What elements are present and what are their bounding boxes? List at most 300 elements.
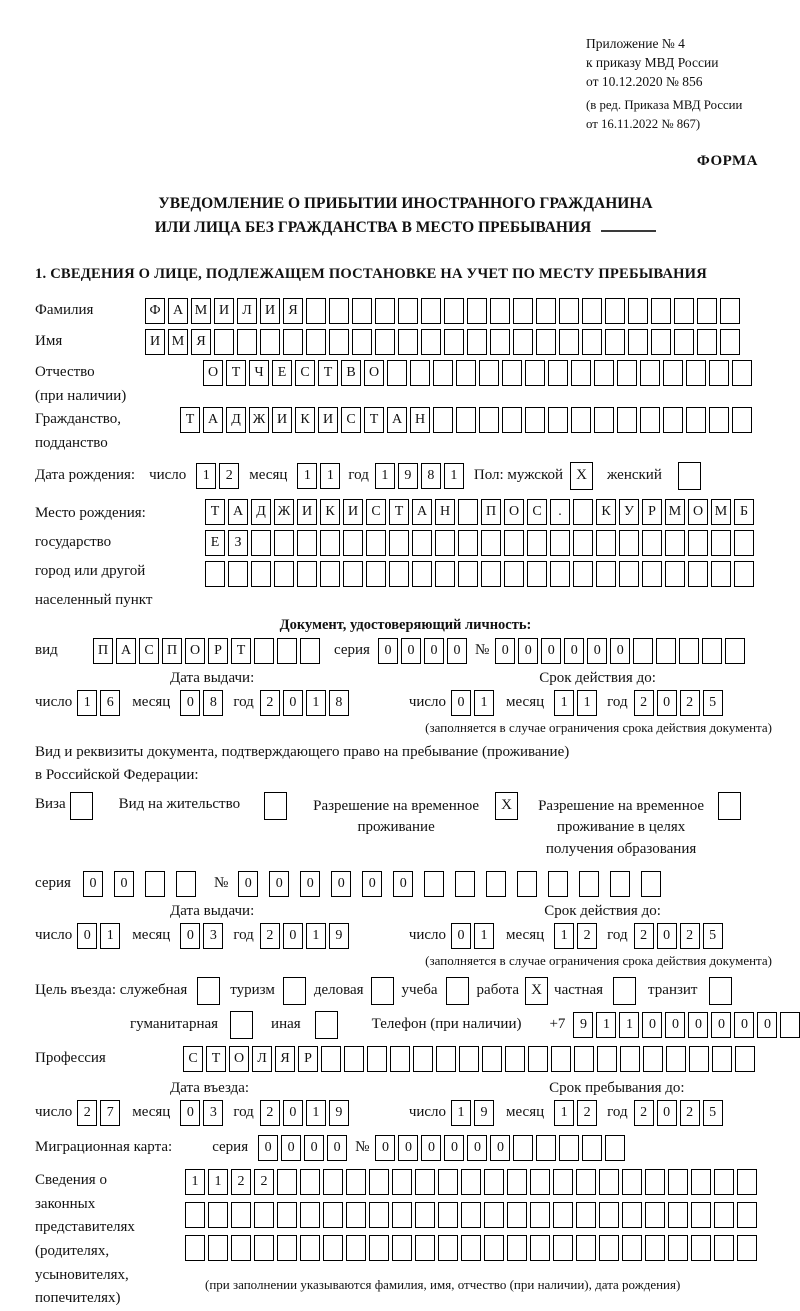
char-cell[interactable] — [709, 360, 729, 386]
char-cell[interactable] — [237, 329, 257, 355]
representatives-grid-row2[interactable] — [185, 1202, 757, 1228]
char-cell[interactable]: А — [387, 407, 407, 433]
char-cell[interactable] — [479, 360, 499, 386]
char-cell[interactable] — [504, 561, 524, 587]
char-cell[interactable]: 0 — [283, 690, 303, 716]
char-cell[interactable] — [622, 1169, 642, 1195]
char-cell[interactable] — [346, 1169, 366, 1195]
char-cell[interactable] — [668, 1235, 688, 1261]
char-cell[interactable] — [484, 1169, 504, 1195]
char-cell[interactable]: Н — [410, 407, 430, 433]
char-cell[interactable]: Л — [237, 298, 257, 324]
representatives-grid-row1[interactable] — [185, 1169, 757, 1195]
char-cell[interactable] — [617, 407, 637, 433]
char-cell[interactable]: 1 — [306, 690, 326, 716]
char-cell[interactable] — [737, 1202, 757, 1228]
char-cell[interactable]: 2 — [260, 923, 280, 949]
char-cell[interactable]: 2 — [219, 463, 239, 489]
char-cell[interactable] — [185, 1202, 205, 1228]
char-cell[interactable]: П — [162, 638, 182, 664]
profession-grid[interactable] — [183, 1046, 755, 1072]
char-cell[interactable] — [300, 1235, 320, 1261]
surname-grid[interactable] — [145, 298, 740, 324]
char-cell[interactable] — [780, 1012, 800, 1038]
char-cell[interactable]: М — [665, 499, 685, 525]
char-cell[interactable]: 0 — [688, 1012, 708, 1038]
char-cell[interactable] — [389, 530, 409, 556]
char-cell[interactable]: Л — [252, 1046, 272, 1072]
char-cell[interactable] — [513, 1135, 533, 1161]
char-cell[interactable]: И — [343, 499, 363, 525]
char-cell[interactable] — [605, 298, 625, 324]
char-cell[interactable]: О — [185, 638, 205, 664]
char-cell[interactable]: 1 — [554, 1100, 574, 1126]
char-cell[interactable]: 0 — [114, 871, 134, 897]
char-cell[interactable]: 9 — [573, 1012, 593, 1038]
char-cell[interactable] — [343, 530, 363, 556]
char-cell[interactable] — [433, 407, 453, 433]
char-cell[interactable] — [574, 1046, 594, 1072]
char-cell[interactable] — [688, 561, 708, 587]
char-cell[interactable]: . — [550, 499, 570, 525]
char-cell[interactable] — [461, 1169, 481, 1195]
char-cell[interactable]: 0 — [495, 638, 515, 664]
char-cell[interactable]: Т — [364, 407, 384, 433]
char-cell[interactable]: 0 — [283, 923, 303, 949]
char-cell[interactable]: 1 — [208, 1169, 228, 1195]
char-cell[interactable] — [479, 407, 499, 433]
char-cell[interactable] — [714, 1202, 734, 1228]
char-cell[interactable]: 1 — [185, 1169, 205, 1195]
char-cell[interactable] — [702, 638, 722, 664]
char-cell[interactable]: 5 — [703, 690, 723, 716]
char-cell[interactable] — [628, 298, 648, 324]
char-cell[interactable] — [481, 561, 501, 587]
char-cell[interactable]: С — [366, 499, 386, 525]
char-cell[interactable] — [594, 407, 614, 433]
doc-expiry-year-grid[interactable] — [634, 690, 723, 716]
gender-male-checkbox[interactable]: X — [570, 462, 593, 490]
char-cell[interactable]: И — [272, 407, 292, 433]
birth-place-grid-row2[interactable] — [205, 530, 754, 556]
char-cell[interactable]: 1 — [306, 923, 326, 949]
char-cell[interactable] — [467, 329, 487, 355]
char-cell[interactable] — [734, 561, 754, 587]
char-cell[interactable] — [435, 561, 455, 587]
char-cell[interactable] — [438, 1235, 458, 1261]
char-cell[interactable]: Д — [251, 499, 271, 525]
char-cell[interactable] — [709, 407, 729, 433]
char-cell[interactable] — [605, 329, 625, 355]
char-cell[interactable] — [640, 407, 660, 433]
char-cell[interactable]: 1 — [297, 463, 317, 489]
char-cell[interactable] — [145, 871, 165, 897]
char-cell[interactable]: А — [412, 499, 432, 525]
char-cell[interactable]: 0 — [541, 638, 561, 664]
char-cell[interactable]: О — [203, 360, 223, 386]
char-cell[interactable] — [686, 407, 706, 433]
char-cell[interactable]: 0 — [444, 1135, 464, 1161]
char-cell[interactable] — [505, 1046, 525, 1072]
char-cell[interactable] — [251, 530, 271, 556]
char-cell[interactable] — [329, 329, 349, 355]
char-cell[interactable] — [576, 1202, 596, 1228]
entry-day-grid[interactable] — [77, 1100, 120, 1126]
char-cell[interactable]: 0 — [180, 1100, 200, 1126]
char-cell[interactable]: 0 — [711, 1012, 731, 1038]
stay-number-grid[interactable] — [238, 871, 665, 897]
char-cell[interactable] — [176, 871, 196, 897]
char-cell[interactable]: 2 — [260, 1100, 280, 1126]
char-cell[interactable] — [277, 1202, 297, 1228]
char-cell[interactable] — [732, 407, 752, 433]
char-cell[interactable] — [392, 1169, 412, 1195]
char-cell[interactable] — [548, 407, 568, 433]
stay-series-grid[interactable] — [83, 871, 200, 897]
char-cell[interactable] — [490, 329, 510, 355]
char-cell[interactable] — [410, 360, 430, 386]
char-cell[interactable]: А — [116, 638, 136, 664]
char-cell[interactable] — [461, 1235, 481, 1261]
char-cell[interactable] — [641, 871, 661, 897]
birth-year-grid[interactable] — [375, 463, 464, 489]
char-cell[interactable] — [517, 871, 537, 897]
char-cell[interactable] — [725, 638, 745, 664]
char-cell[interactable]: П — [93, 638, 113, 664]
char-cell[interactable]: Р — [298, 1046, 318, 1072]
char-cell[interactable] — [530, 1169, 550, 1195]
char-cell[interactable] — [536, 298, 556, 324]
char-cell[interactable]: 2 — [77, 1100, 97, 1126]
char-cell[interactable] — [573, 561, 593, 587]
char-cell[interactable] — [320, 530, 340, 556]
char-cell[interactable]: 1 — [619, 1012, 639, 1038]
char-cell[interactable] — [599, 1169, 619, 1195]
char-cell[interactable] — [369, 1235, 389, 1261]
char-cell[interactable] — [691, 1169, 711, 1195]
char-cell[interactable] — [628, 329, 648, 355]
char-cell[interactable] — [737, 1169, 757, 1195]
char-cell[interactable] — [597, 1046, 617, 1072]
char-cell[interactable] — [366, 561, 386, 587]
entry-month-grid[interactable] — [180, 1100, 223, 1126]
char-cell[interactable] — [640, 360, 660, 386]
purpose-transit-checkbox[interactable] — [709, 977, 732, 1005]
char-cell[interactable] — [691, 1235, 711, 1261]
residence-permit-checkbox[interactable] — [264, 792, 287, 820]
char-cell[interactable] — [663, 360, 683, 386]
char-cell[interactable] — [369, 1169, 389, 1195]
purpose-study-checkbox[interactable] — [446, 977, 469, 1005]
char-cell[interactable] — [559, 1135, 579, 1161]
char-cell[interactable] — [513, 298, 533, 324]
char-cell[interactable] — [306, 329, 326, 355]
char-cell[interactable]: 0 — [657, 923, 677, 949]
doc-expiry-month-grid[interactable] — [554, 690, 597, 716]
char-cell[interactable]: 1 — [320, 463, 340, 489]
stay-issue-year-grid[interactable] — [260, 923, 349, 949]
char-cell[interactable] — [323, 1202, 343, 1228]
char-cell[interactable] — [527, 530, 547, 556]
char-cell[interactable]: Е — [205, 530, 225, 556]
char-cell[interactable] — [375, 298, 395, 324]
char-cell[interactable]: 0 — [564, 638, 584, 664]
char-cell[interactable]: 1 — [77, 690, 97, 716]
char-cell[interactable] — [352, 298, 372, 324]
doc-expiry-day-grid[interactable] — [451, 690, 494, 716]
char-cell[interactable] — [548, 360, 568, 386]
char-cell[interactable]: 1 — [554, 923, 574, 949]
char-cell[interactable] — [306, 298, 326, 324]
stay-issue-month-grid[interactable] — [180, 923, 223, 949]
birth-place-grid-row3[interactable] — [205, 561, 754, 587]
char-cell[interactable]: Ж — [249, 407, 269, 433]
char-cell[interactable] — [456, 360, 476, 386]
char-cell[interactable] — [444, 329, 464, 355]
char-cell[interactable]: 0 — [401, 638, 421, 664]
char-cell[interactable] — [507, 1169, 527, 1195]
char-cell[interactable] — [605, 1135, 625, 1161]
char-cell[interactable]: 0 — [657, 690, 677, 716]
char-cell[interactable] — [732, 360, 752, 386]
char-cell[interactable] — [689, 1046, 709, 1072]
char-cell[interactable]: С — [139, 638, 159, 664]
char-cell[interactable]: 0 — [238, 871, 258, 897]
char-cell[interactable] — [720, 298, 740, 324]
char-cell[interactable]: И — [297, 499, 317, 525]
purpose-commercial-checkbox[interactable] — [371, 977, 394, 1005]
char-cell[interactable] — [413, 1046, 433, 1072]
doc-issue-month-grid[interactable] — [180, 690, 223, 716]
char-cell[interactable] — [642, 561, 662, 587]
char-cell[interactable]: 2 — [680, 1100, 700, 1126]
char-cell[interactable] — [686, 360, 706, 386]
char-cell[interactable] — [228, 561, 248, 587]
char-cell[interactable]: 3 — [203, 1100, 223, 1126]
char-cell[interactable]: 2 — [231, 1169, 251, 1195]
char-cell[interactable] — [392, 1235, 412, 1261]
migration-number-grid[interactable] — [375, 1135, 625, 1161]
purpose-private-checkbox[interactable] — [613, 977, 636, 1005]
char-cell[interactable] — [436, 1046, 456, 1072]
char-cell[interactable] — [599, 1235, 619, 1261]
char-cell[interactable] — [622, 1202, 642, 1228]
char-cell[interactable]: 0 — [331, 871, 351, 897]
char-cell[interactable]: 9 — [474, 1100, 494, 1126]
char-cell[interactable]: 0 — [327, 1135, 347, 1161]
char-cell[interactable] — [582, 1135, 602, 1161]
char-cell[interactable]: 0 — [642, 1012, 662, 1038]
char-cell[interactable]: Ч — [249, 360, 269, 386]
char-cell[interactable] — [185, 1235, 205, 1261]
char-cell[interactable]: 0 — [83, 871, 103, 897]
char-cell[interactable]: И — [214, 298, 234, 324]
char-cell[interactable] — [208, 1202, 228, 1228]
char-cell[interactable] — [720, 329, 740, 355]
char-cell[interactable] — [392, 1202, 412, 1228]
char-cell[interactable]: К — [596, 499, 616, 525]
char-cell[interactable] — [277, 1169, 297, 1195]
char-cell[interactable]: Е — [272, 360, 292, 386]
char-cell[interactable]: 0 — [362, 871, 382, 897]
char-cell[interactable] — [536, 329, 556, 355]
char-cell[interactable]: 1 — [596, 1012, 616, 1038]
purpose-tourism-checkbox[interactable] — [283, 977, 306, 1005]
char-cell[interactable]: М — [191, 298, 211, 324]
char-cell[interactable]: 6 — [100, 690, 120, 716]
char-cell[interactable]: Т — [318, 360, 338, 386]
char-cell[interactable]: А — [228, 499, 248, 525]
char-cell[interactable] — [274, 530, 294, 556]
char-cell[interactable] — [390, 1046, 410, 1072]
char-cell[interactable]: 1 — [474, 690, 494, 716]
char-cell[interactable]: 0 — [610, 638, 630, 664]
char-cell[interactable] — [714, 1169, 734, 1195]
char-cell[interactable]: М — [168, 329, 188, 355]
char-cell[interactable]: Т — [231, 638, 251, 664]
char-cell[interactable]: 0 — [304, 1135, 324, 1161]
char-cell[interactable] — [461, 1202, 481, 1228]
given-name-grid[interactable] — [145, 329, 740, 355]
char-cell[interactable]: Я — [283, 298, 303, 324]
char-cell[interactable]: Д — [226, 407, 246, 433]
char-cell[interactable]: 9 — [398, 463, 418, 489]
char-cell[interactable] — [642, 530, 662, 556]
char-cell[interactable] — [424, 871, 444, 897]
char-cell[interactable] — [688, 530, 708, 556]
char-cell[interactable] — [398, 329, 418, 355]
char-cell[interactable] — [679, 638, 699, 664]
char-cell[interactable] — [481, 530, 501, 556]
doc-issue-year-grid[interactable] — [260, 690, 349, 716]
char-cell[interactable]: 5 — [703, 1100, 723, 1126]
char-cell[interactable]: 1 — [444, 463, 464, 489]
char-cell[interactable] — [251, 561, 271, 587]
char-cell[interactable] — [254, 1235, 274, 1261]
char-cell[interactable]: А — [203, 407, 223, 433]
char-cell[interactable] — [329, 298, 349, 324]
citizenship-grid[interactable] — [180, 407, 752, 433]
char-cell[interactable] — [596, 561, 616, 587]
until-month-grid[interactable] — [554, 1100, 597, 1126]
char-cell[interactable]: Т — [206, 1046, 226, 1072]
char-cell[interactable] — [665, 561, 685, 587]
char-cell[interactable]: К — [320, 499, 340, 525]
char-cell[interactable] — [668, 1169, 688, 1195]
char-cell[interactable] — [596, 530, 616, 556]
char-cell[interactable]: 2 — [634, 690, 654, 716]
char-cell[interactable]: 0 — [269, 871, 289, 897]
char-cell[interactable]: О — [364, 360, 384, 386]
char-cell[interactable] — [343, 561, 363, 587]
char-cell[interactable] — [297, 530, 317, 556]
char-cell[interactable] — [458, 561, 478, 587]
char-cell[interactable] — [456, 407, 476, 433]
char-cell[interactable] — [438, 1169, 458, 1195]
char-cell[interactable] — [553, 1169, 573, 1195]
char-cell[interactable]: 0 — [587, 638, 607, 664]
char-cell[interactable]: 0 — [451, 923, 471, 949]
char-cell[interactable]: 0 — [283, 1100, 303, 1126]
char-cell[interactable]: С — [183, 1046, 203, 1072]
char-cell[interactable]: 2 — [260, 690, 280, 716]
char-cell[interactable]: 2 — [634, 1100, 654, 1126]
char-cell[interactable] — [513, 329, 533, 355]
char-cell[interactable]: А — [168, 298, 188, 324]
char-cell[interactable] — [582, 329, 602, 355]
visa-checkbox[interactable] — [70, 792, 93, 820]
char-cell[interactable] — [389, 561, 409, 587]
char-cell[interactable]: 0 — [447, 638, 467, 664]
char-cell[interactable]: 9 — [329, 923, 349, 949]
char-cell[interactable] — [438, 1202, 458, 1228]
char-cell[interactable] — [550, 530, 570, 556]
char-cell[interactable] — [528, 1046, 548, 1072]
char-cell[interactable] — [571, 360, 591, 386]
char-cell[interactable]: 0 — [281, 1135, 301, 1161]
char-cell[interactable] — [387, 360, 407, 386]
doc-number-grid[interactable] — [495, 638, 745, 664]
char-cell[interactable]: И — [318, 407, 338, 433]
char-cell[interactable] — [711, 561, 731, 587]
char-cell[interactable] — [665, 530, 685, 556]
char-cell[interactable] — [300, 638, 320, 664]
char-cell[interactable] — [352, 329, 372, 355]
char-cell[interactable] — [300, 1169, 320, 1195]
stay-expiry-year-grid[interactable] — [634, 923, 723, 949]
char-cell[interactable] — [697, 298, 717, 324]
birth-month-grid[interactable] — [297, 463, 340, 489]
char-cell[interactable] — [254, 1202, 274, 1228]
char-cell[interactable] — [651, 329, 671, 355]
char-cell[interactable] — [525, 407, 545, 433]
stay-issue-day-grid[interactable] — [77, 923, 120, 949]
char-cell[interactable] — [734, 530, 754, 556]
char-cell[interactable] — [366, 530, 386, 556]
char-cell[interactable] — [490, 298, 510, 324]
char-cell[interactable] — [645, 1202, 665, 1228]
char-cell[interactable] — [553, 1235, 573, 1261]
char-cell[interactable]: И — [260, 298, 280, 324]
char-cell[interactable]: С — [295, 360, 315, 386]
char-cell[interactable] — [375, 329, 395, 355]
char-cell[interactable]: Т — [180, 407, 200, 433]
char-cell[interactable] — [504, 530, 524, 556]
char-cell[interactable] — [415, 1235, 435, 1261]
char-cell[interactable] — [320, 561, 340, 587]
char-cell[interactable]: 8 — [329, 690, 349, 716]
char-cell[interactable] — [666, 1046, 686, 1072]
char-cell[interactable]: Р — [642, 499, 662, 525]
char-cell[interactable] — [737, 1235, 757, 1261]
char-cell[interactable] — [594, 360, 614, 386]
char-cell[interactable] — [507, 1202, 527, 1228]
char-cell[interactable]: Т — [226, 360, 246, 386]
char-cell[interactable] — [214, 329, 234, 355]
char-cell[interactable] — [482, 1046, 502, 1072]
char-cell[interactable]: 0 — [258, 1135, 278, 1161]
char-cell[interactable] — [415, 1169, 435, 1195]
char-cell[interactable]: Н — [435, 499, 455, 525]
char-cell[interactable]: 0 — [734, 1012, 754, 1038]
char-cell[interactable] — [530, 1202, 550, 1228]
char-cell[interactable] — [231, 1235, 251, 1261]
char-cell[interactable]: Б — [734, 499, 754, 525]
char-cell[interactable]: О — [688, 499, 708, 525]
char-cell[interactable] — [283, 329, 303, 355]
char-cell[interactable] — [412, 561, 432, 587]
char-cell[interactable] — [576, 1169, 596, 1195]
